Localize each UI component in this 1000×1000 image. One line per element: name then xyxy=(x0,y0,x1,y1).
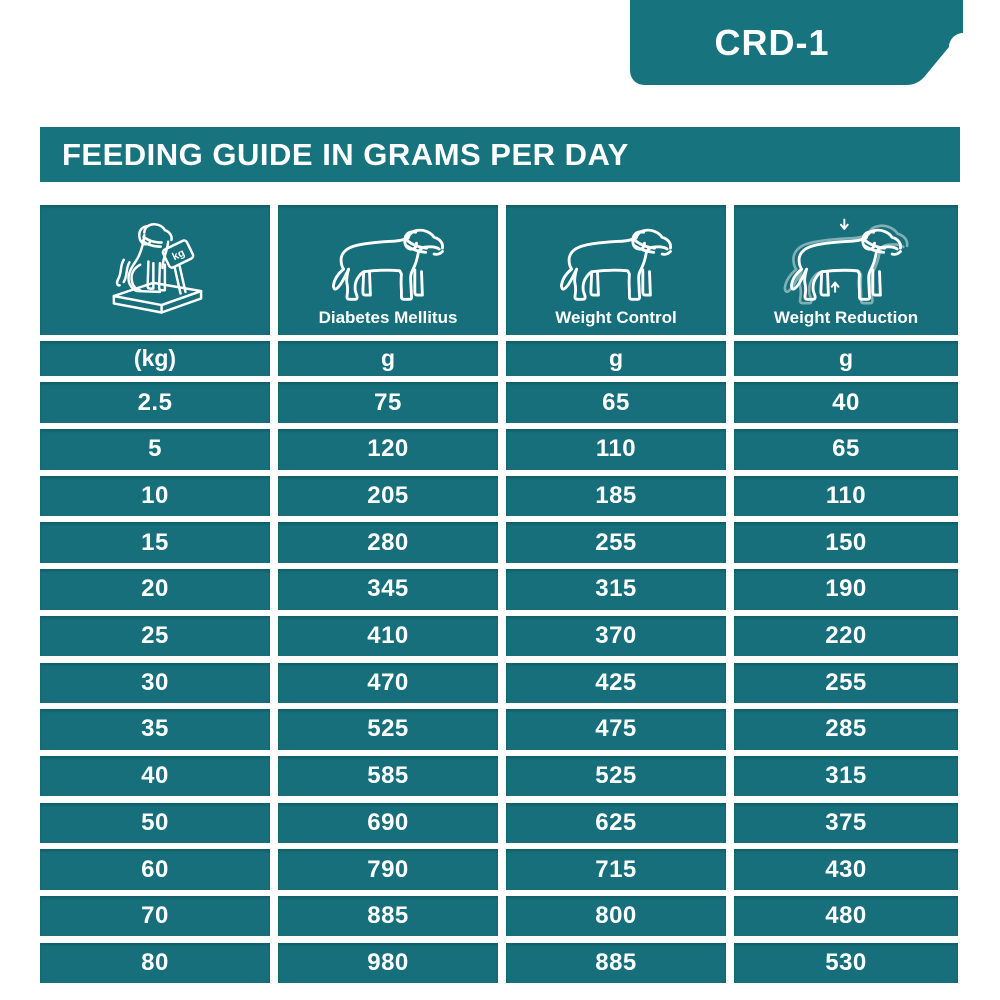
column-label: Diabetes Mellitus xyxy=(318,308,458,327)
unit-header-kg: (kg) xyxy=(40,341,270,376)
weight-kg-cell: 70 xyxy=(40,896,270,937)
grams-cell-diabetes_mellitus: 885 xyxy=(278,896,498,937)
column-label: Weight Control xyxy=(555,308,677,327)
grams-cell-weight_control: 475 xyxy=(506,709,726,750)
grams-cell-weight_reduction: 110 xyxy=(734,476,958,517)
weight-kg-cell: 5 xyxy=(40,429,270,470)
column-header-diabetes_mellitus xyxy=(278,205,498,335)
grams-cell-weight_control: 525 xyxy=(506,756,726,797)
unit-header-diabetes_mellitus: g xyxy=(278,341,498,376)
grams-cell-weight_control: 370 xyxy=(506,616,726,657)
column-header-kg xyxy=(40,205,270,335)
weight-kg-cell: 30 xyxy=(40,663,270,704)
unit-header-weight_reduction: g xyxy=(734,341,958,376)
grams-cell-diabetes_mellitus: 585 xyxy=(278,756,498,797)
feeding-table xyxy=(40,205,958,983)
grams-cell-weight_control: 185 xyxy=(506,476,726,517)
column-header-weight_control xyxy=(506,205,726,335)
grams-cell-diabetes_mellitus: 690 xyxy=(278,803,498,844)
grams-cell-weight_control: 255 xyxy=(506,522,726,563)
dog-standing-icon xyxy=(553,218,679,306)
grams-cell-diabetes_mellitus: 120 xyxy=(278,429,498,470)
page-title: FEEDING GUIDE IN GRAMS PER DAY xyxy=(62,136,629,172)
badge-label: CRD-1 xyxy=(714,21,830,63)
grams-cell-weight_reduction: 375 xyxy=(734,803,958,844)
grams-cell-weight_reduction: 150 xyxy=(734,522,958,563)
grams-cell-weight_control: 800 xyxy=(506,896,726,937)
grams-cell-weight_reduction: 480 xyxy=(734,896,958,937)
weight-kg-cell: 10 xyxy=(40,476,270,517)
weight-kg-cell: 25 xyxy=(40,616,270,657)
grams-cell-diabetes_mellitus: 410 xyxy=(278,616,498,657)
grams-cell-weight_control: 715 xyxy=(506,849,726,890)
grams-cell-diabetes_mellitus: 470 xyxy=(278,663,498,704)
weight-kg-cell: 20 xyxy=(40,569,270,610)
dog-slimming-icon xyxy=(783,218,909,306)
grams-cell-weight_reduction: 40 xyxy=(734,382,958,423)
grams-cell-diabetes_mellitus: 790 xyxy=(278,849,498,890)
grams-cell-weight_reduction: 65 xyxy=(734,429,958,470)
grams-cell-weight_reduction: 315 xyxy=(734,756,958,797)
weight-kg-cell: 60 xyxy=(40,849,270,890)
grams-cell-weight_reduction: 530 xyxy=(734,943,958,984)
grams-cell-diabetes_mellitus: 75 xyxy=(278,382,498,423)
grams-cell-diabetes_mellitus: 280 xyxy=(278,522,498,563)
grams-cell-weight_reduction: 430 xyxy=(734,849,958,890)
grams-cell-diabetes_mellitus: 980 xyxy=(278,943,498,984)
title-bar xyxy=(40,127,960,182)
grams-cell-weight_reduction: 255 xyxy=(734,663,958,704)
weight-kg-cell: 80 xyxy=(40,943,270,984)
weight-kg-cell: 2.5 xyxy=(40,382,270,423)
grams-cell-weight_control: 65 xyxy=(506,382,726,423)
weight-kg-cell: 40 xyxy=(40,756,270,797)
unit-header-weight_control: g xyxy=(506,341,726,376)
grams-cell-weight_reduction: 190 xyxy=(734,569,958,610)
grams-cell-diabetes_mellitus: 205 xyxy=(278,476,498,517)
dog-standing-icon xyxy=(325,218,451,306)
column-label: Weight Reduction xyxy=(773,308,919,327)
weight-kg-cell: 35 xyxy=(40,709,270,750)
grams-cell-diabetes_mellitus: 345 xyxy=(278,569,498,610)
grams-cell-weight_control: 885 xyxy=(506,943,726,984)
grams-cell-weight_reduction: 220 xyxy=(734,616,958,657)
grams-cell-weight_reduction: 285 xyxy=(734,709,958,750)
dog-on-scale-icon xyxy=(89,217,221,324)
grams-cell-weight_control: 110 xyxy=(506,429,726,470)
grams-cell-diabetes_mellitus: 525 xyxy=(278,709,498,750)
grams-cell-weight_control: 425 xyxy=(506,663,726,704)
weight-kg-cell: 15 xyxy=(40,522,270,563)
grams-cell-weight_control: 315 xyxy=(506,569,726,610)
grams-cell-weight_control: 625 xyxy=(506,803,726,844)
weight-kg-cell: 50 xyxy=(40,803,270,844)
column-header-weight_reduction xyxy=(734,205,958,335)
product-badge xyxy=(630,0,963,85)
